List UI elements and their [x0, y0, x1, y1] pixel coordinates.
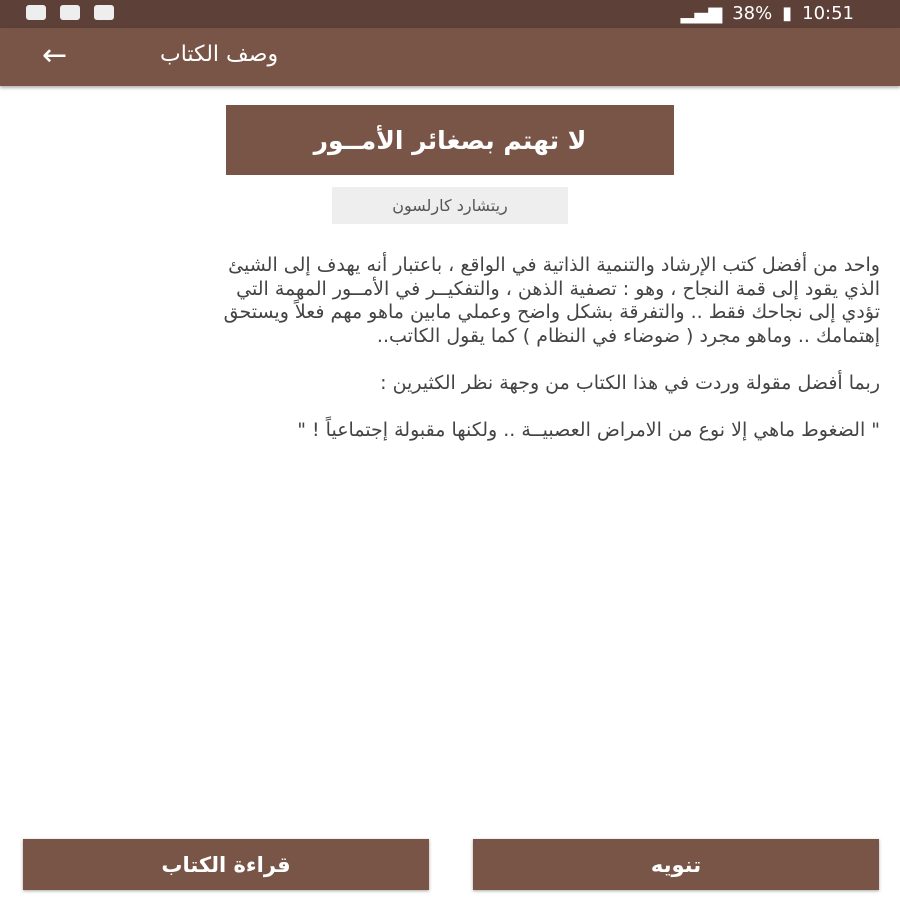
notice-button[interactable]: تنويه: [473, 839, 879, 890]
book-description: واحد من أفضل كتب الإرشاد والتنمية الذاتية في الواقع ، باعتبار أنه يهدف إلى الشيئ الذي يقود إلى قمة النجاح ، وهو : تصفية الذهن ، والتفكيــر في الأمــور المهمة التي تؤدي إلى نجاحك فقط .. والتفرقة بشكل واضح وعملي مابين ماهو مهم فعلاً ويستحق إهتمامك .. وماهو مجرد ( ضوضاء في النظام ) كما يقول الكاتب.. ربما أفضل مقولة وردت في هذا الكتاب من وجهة نظر الكثيرين : " الضغوط ماهي إلا نوع من الامراض العصبيــة .. ولكنها مقبولة إجتماعياً ! ": [223, 254, 880, 441]
signal-icon: ▂▄▆: [680, 3, 723, 24]
book-author[interactable]: ريتشارد كارلسون: [332, 187, 568, 224]
app-bar: [0, 28, 900, 86]
gallery-icon: [26, 5, 46, 20]
page-title: وصف الكتاب: [160, 42, 279, 67]
clock: 10:51: [802, 3, 854, 24]
screenshot-icon: [94, 5, 114, 20]
read-book-button[interactable]: قراءة الكتاب: [23, 839, 429, 890]
battery-icon: ▮: [782, 3, 793, 24]
back-arrow-icon[interactable]: ←: [42, 38, 68, 73]
status-bar: [0, 0, 900, 28]
battery-percent: 38%: [732, 3, 773, 24]
youtube-icon: [60, 5, 80, 20]
book-title: لا تهتم بصغائر الأمــور: [226, 105, 674, 175]
